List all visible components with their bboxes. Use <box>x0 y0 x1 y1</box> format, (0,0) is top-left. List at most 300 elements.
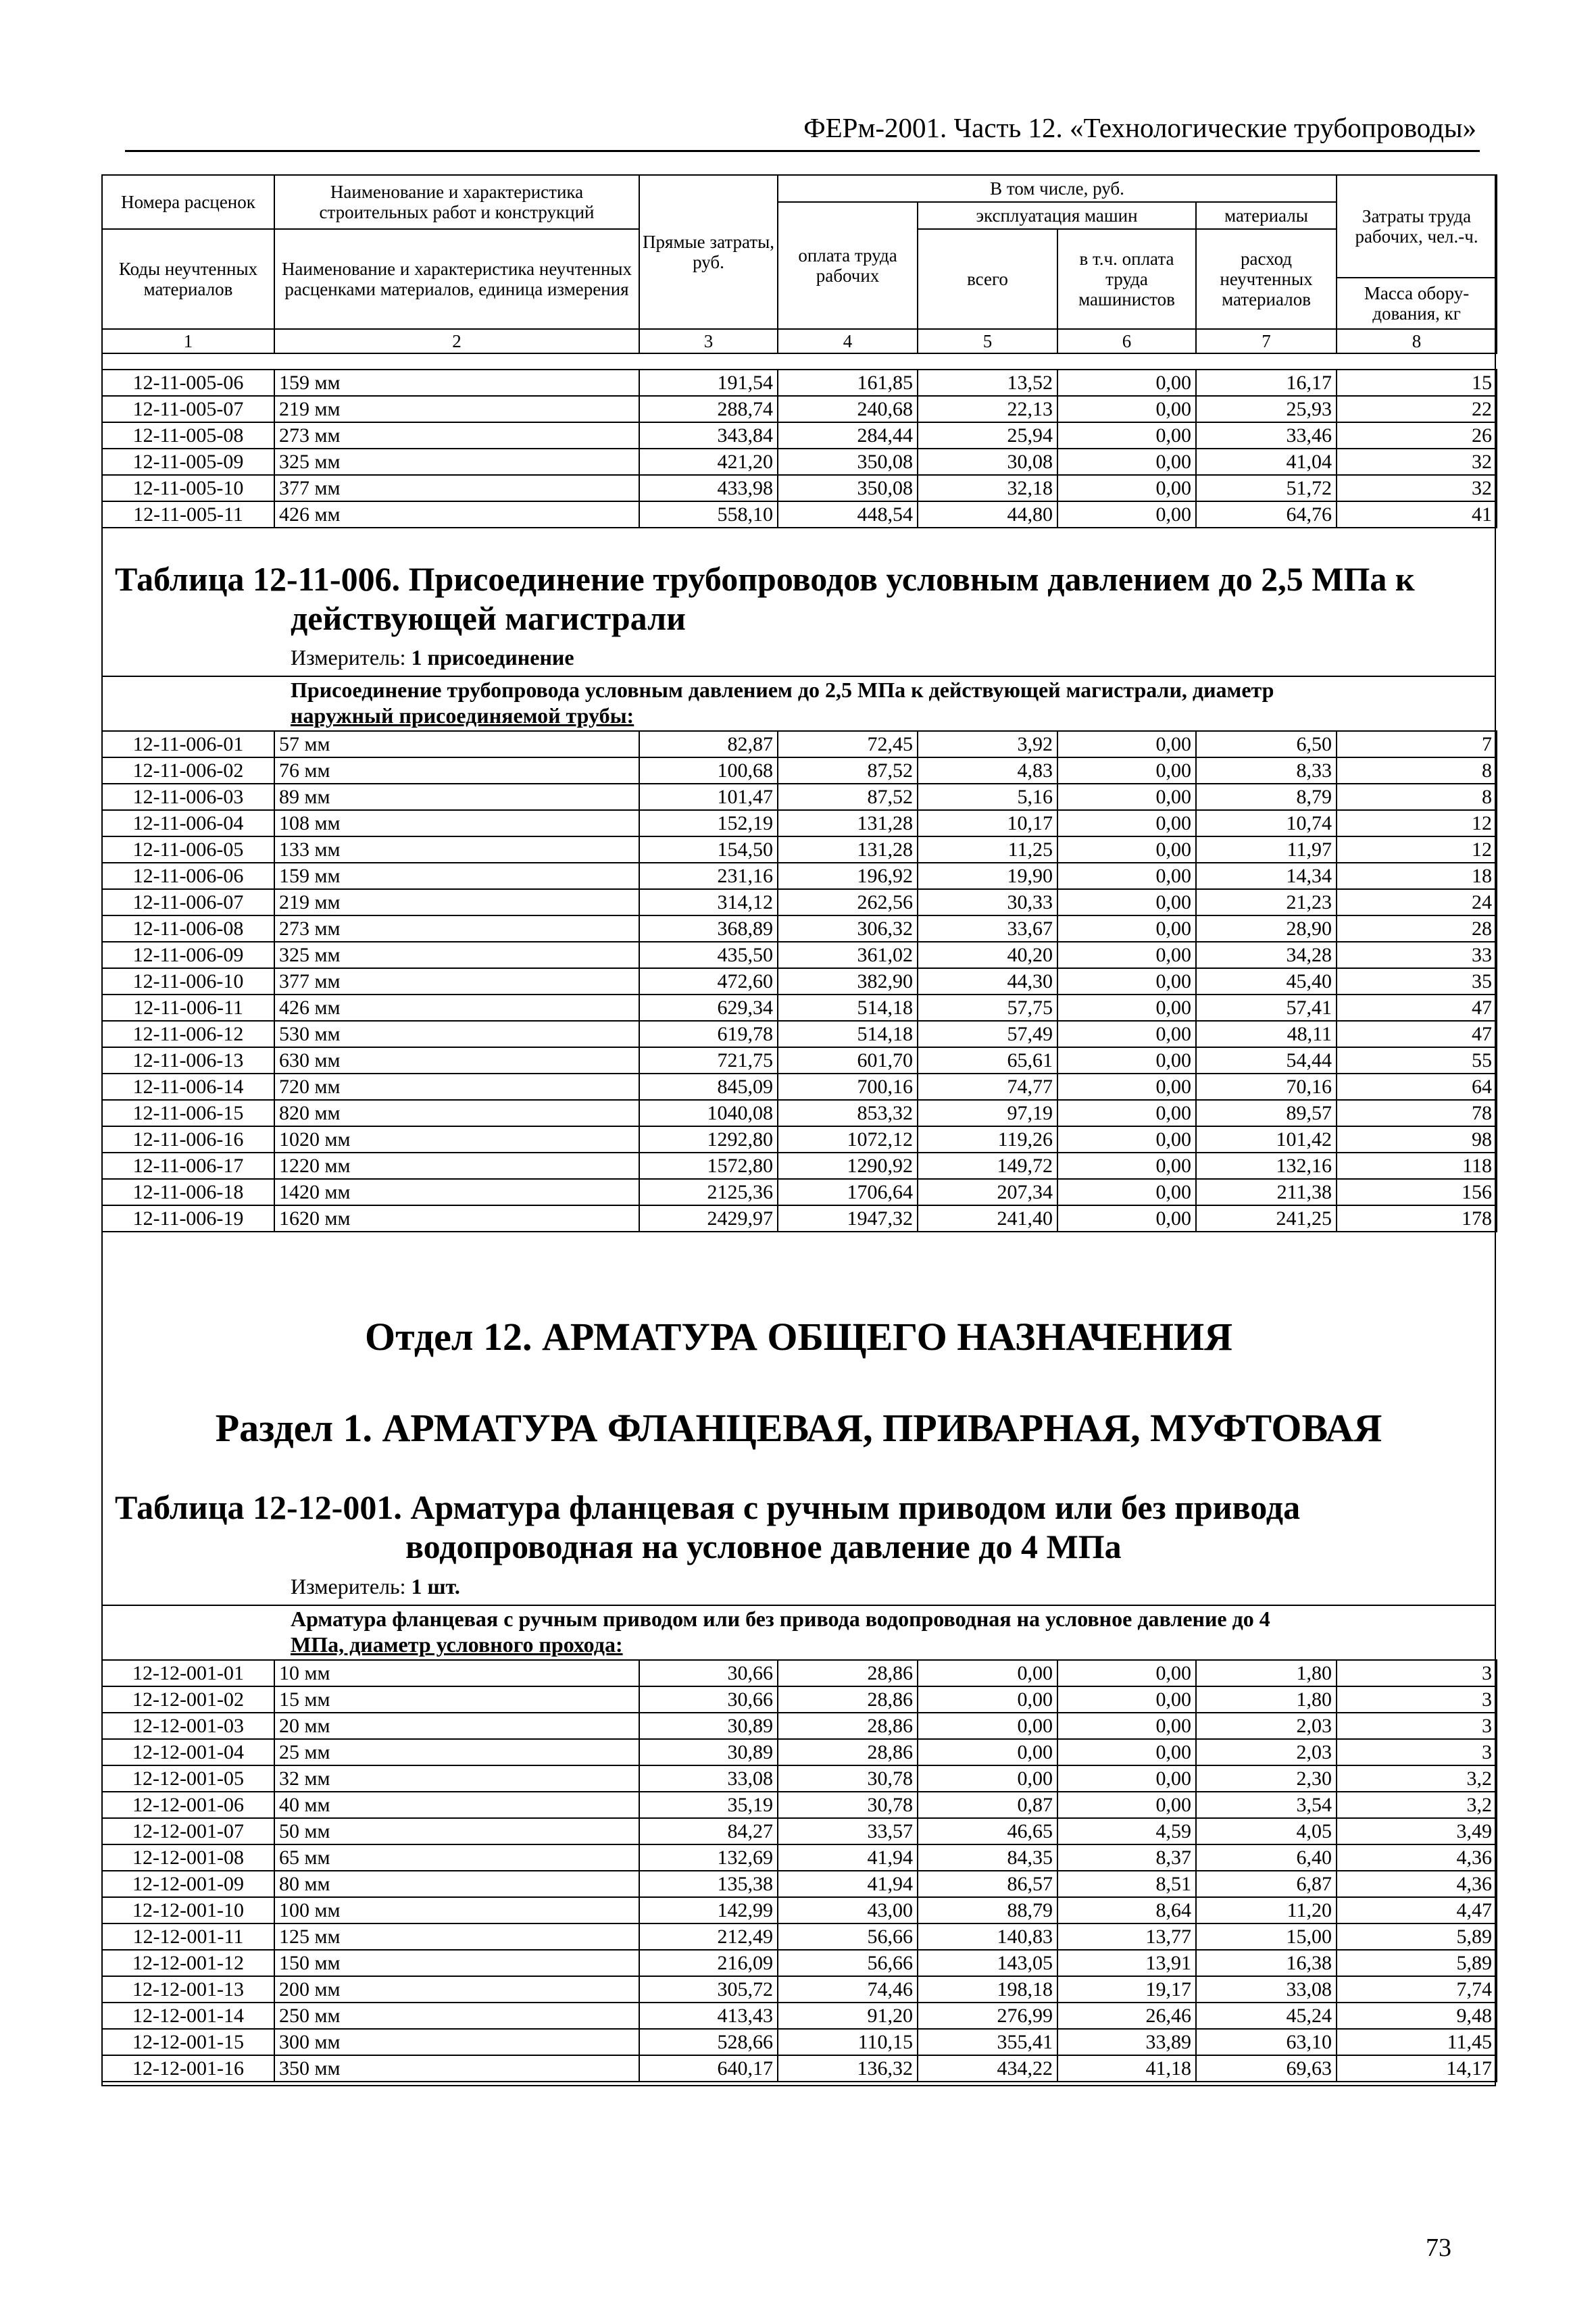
meter-label: Измеритель: <box>291 645 406 670</box>
value-cell: 26 <box>1337 422 1497 449</box>
value-cell: 231,16 <box>639 863 778 889</box>
value-cell: 448,54 <box>778 501 918 528</box>
value-cell: 629,34 <box>639 995 778 1021</box>
value-cell: 15,00 <box>1196 1923 1337 1950</box>
rate-code-cell: 12-12-001-05 <box>102 1765 274 1792</box>
value-cell: 4,83 <box>918 757 1057 784</box>
section-title: Отдел 12. АРМАТУРА ОБЩЕГО НАЗНАЧЕНИЯ <box>365 1315 1232 1359</box>
col-num: 4 <box>778 329 918 353</box>
table-row <box>102 810 1497 836</box>
col-num: 8 <box>1337 329 1497 353</box>
rate-code-cell: 12-12-001-08 <box>102 1844 274 1871</box>
value-cell: 3 <box>1337 1713 1497 1739</box>
value-cell: 33,08 <box>1196 1976 1337 2003</box>
col-num: 7 <box>1196 329 1337 353</box>
value-cell: 28,86 <box>778 1713 918 1739</box>
table-row <box>102 942 1497 968</box>
value-cell: 28,86 <box>778 1739 918 1765</box>
table2-subhead-line1: Присоединение трубопровода условным давлением до 2,5 МПа к действующей магистрали, диаметр <box>291 678 1274 702</box>
value-cell: 0,00 <box>1057 1205 1196 1232</box>
col-num: 1 <box>102 329 274 353</box>
value-cell: 3 <box>1337 1686 1497 1713</box>
value-cell: 0,00 <box>1057 1660 1196 1686</box>
table-row <box>102 370 1497 396</box>
value-cell: 2,03 <box>1196 1739 1337 1765</box>
table-row <box>102 863 1497 889</box>
value-cell: 241,25 <box>1196 1205 1337 1232</box>
value-cell: 132,69 <box>639 1844 778 1871</box>
table-row <box>102 1976 1497 2003</box>
rate-code-cell: 12-11-006-07 <box>102 889 274 915</box>
value-cell: 5,16 <box>918 784 1057 810</box>
table-row <box>102 475 1497 501</box>
value-cell: 2429,97 <box>639 1205 778 1232</box>
diameter-cell: 65 мм <box>274 1844 639 1871</box>
diameter-cell: 273 мм <box>274 422 639 449</box>
rate-code-cell: 12-11-006-08 <box>102 915 274 942</box>
diameter-cell: 150 мм <box>274 1950 639 1976</box>
value-cell: 5,89 <box>1337 1950 1497 1976</box>
value-cell: 640,17 <box>639 2055 778 2082</box>
value-cell: 4,05 <box>1196 1818 1337 1844</box>
rate-code-cell: 12-12-001-14 <box>102 2003 274 2029</box>
diameter-cell: 377 мм <box>274 968 639 995</box>
header-codes-bottom: Коды неучтенных материалов <box>102 229 274 329</box>
value-cell: 12 <box>1337 810 1497 836</box>
diameter-cell: 300 мм <box>274 2029 639 2055</box>
value-cell: 191,54 <box>639 370 778 396</box>
value-cell: 0,00 <box>1057 968 1196 995</box>
value-cell: 55 <box>1337 1047 1497 1074</box>
table-row <box>102 968 1497 995</box>
value-cell: 30,66 <box>639 1660 778 1686</box>
value-cell: 528,66 <box>639 2029 778 2055</box>
table-12-11-005-rows <box>101 369 1497 528</box>
value-cell: 97,19 <box>918 1100 1057 1126</box>
value-cell: 45,24 <box>1196 2003 1337 2029</box>
diameter-cell: 133 мм <box>274 836 639 863</box>
rate-code-cell: 12-12-001-02 <box>102 1686 274 1713</box>
diameter-cell: 630 мм <box>274 1047 639 1074</box>
diameter-cell: 1620 мм <box>274 1205 639 1232</box>
header-name-bottom: Наименование и характеристика неучтенных расценками материалов, единица измерения <box>274 229 639 329</box>
rate-code-cell: 12-11-006-14 <box>102 1074 274 1100</box>
value-cell: 156 <box>1337 1179 1497 1205</box>
value-cell: 2,03 <box>1196 1713 1337 1739</box>
value-cell: 15 <box>1337 370 1497 396</box>
col-num: 2 <box>274 329 639 353</box>
table-row <box>102 1126 1497 1153</box>
header-rule <box>125 150 1480 152</box>
diameter-cell: 57 мм <box>274 731 639 757</box>
table-row <box>102 1871 1497 1897</box>
value-cell: 101,47 <box>639 784 778 810</box>
value-cell: 284,44 <box>778 422 918 449</box>
value-cell: 601,70 <box>778 1047 918 1074</box>
value-cell: 131,28 <box>778 836 918 863</box>
value-cell: 1947,32 <box>778 1205 918 1232</box>
subsection-title: Раздел 1. АРМАТУРА ФЛАНЦЕВАЯ, ПРИВАРНАЯ, МУФТОВАЯ <box>215 1406 1382 1450</box>
table-row <box>102 396 1497 422</box>
value-cell: 30,89 <box>639 1739 778 1765</box>
header-name-top: Наименование и характеристика строительных работ и конструкций <box>274 175 639 229</box>
table-row <box>102 1844 1497 1871</box>
value-cell: 0,87 <box>918 1792 1057 1818</box>
diameter-cell: 80 мм <box>274 1871 639 1897</box>
value-cell: 13,52 <box>918 370 1057 396</box>
rate-code-cell: 12-11-005-08 <box>102 422 274 449</box>
diameter-cell: 89 мм <box>274 784 639 810</box>
diameter-cell: 15 мм <box>274 1686 639 1713</box>
value-cell: 13,91 <box>1057 1950 1196 1976</box>
value-cell: 0,00 <box>1057 475 1196 501</box>
value-cell: 72,45 <box>778 731 918 757</box>
table-row <box>102 2055 1497 2082</box>
meter-value: 1 присоединение <box>411 645 574 670</box>
table-row <box>102 1686 1497 1713</box>
value-cell: 1,80 <box>1196 1686 1337 1713</box>
value-cell: 87,52 <box>778 784 918 810</box>
value-cell: 57,41 <box>1196 995 1337 1021</box>
value-cell: 110,15 <box>778 2029 918 2055</box>
rate-code-cell: 12-11-006-06 <box>102 863 274 889</box>
value-cell: 0,00 <box>1057 1074 1196 1100</box>
value-cell: 1072,12 <box>778 1126 918 1153</box>
table-row <box>102 731 1497 757</box>
value-cell: 4,47 <box>1337 1897 1497 1923</box>
value-cell: 433,98 <box>639 475 778 501</box>
value-cell: 178 <box>1337 1205 1497 1232</box>
value-cell: 26,46 <box>1057 2003 1196 2029</box>
value-cell: 30,78 <box>778 1765 918 1792</box>
value-cell: 8,37 <box>1057 1844 1196 1871</box>
rate-code-cell: 12-12-001-10 <box>102 1897 274 1923</box>
meter-value: 1 шт. <box>411 1574 460 1599</box>
value-cell: 0,00 <box>1057 501 1196 528</box>
diameter-cell: 219 мм <box>274 396 639 422</box>
table2-subhead-line2: наружный присоединяемой трубы: <box>291 703 634 728</box>
rate-code-cell: 12-11-006-09 <box>102 942 274 968</box>
value-cell: 44,80 <box>918 501 1057 528</box>
value-cell: 8 <box>1337 757 1497 784</box>
value-cell: 1706,64 <box>778 1179 918 1205</box>
diameter-cell: 159 мм <box>274 370 639 396</box>
value-cell: 33,46 <box>1196 422 1337 449</box>
table-12-12-001-rows <box>101 1659 1497 2082</box>
rate-code-cell: 12-11-006-19 <box>102 1205 274 1232</box>
rate-code-cell: 12-12-001-03 <box>102 1713 274 1739</box>
value-cell: 35 <box>1337 968 1497 995</box>
value-cell: 1,80 <box>1196 1660 1337 1686</box>
value-cell: 434,22 <box>918 2055 1057 2082</box>
value-cell: 1292,80 <box>639 1126 778 1153</box>
rate-code-cell: 12-12-001-11 <box>102 1923 274 1950</box>
value-cell: 3,92 <box>918 731 1057 757</box>
col-num: 3 <box>639 329 778 353</box>
value-cell: 140,83 <box>918 1923 1057 1950</box>
value-cell: 435,50 <box>639 942 778 968</box>
value-cell: 0,00 <box>1057 1100 1196 1126</box>
table-row <box>102 757 1497 784</box>
table-row <box>102 1100 1497 1126</box>
value-cell: 0,00 <box>1057 942 1196 968</box>
value-cell: 314,12 <box>639 889 778 915</box>
value-cell: 4,36 <box>1337 1844 1497 1871</box>
rate-code-cell: 12-11-006-03 <box>102 784 274 810</box>
diameter-cell: 377 мм <box>274 475 639 501</box>
rate-code-cell: 12-11-006-12 <box>102 1021 274 1047</box>
value-cell: 198,18 <box>918 1976 1057 2003</box>
value-cell: 0,00 <box>918 1713 1057 1739</box>
diameter-cell: 530 мм <box>274 1021 639 1047</box>
rate-code-cell: 12-11-006-18 <box>102 1179 274 1205</box>
table3-title-line2: водопроводная на условное давление до 4 МПа <box>405 1528 1122 1565</box>
value-cell: 69,63 <box>1196 2055 1337 2082</box>
value-cell: 30,33 <box>918 889 1057 915</box>
value-cell: 30,78 <box>778 1792 918 1818</box>
value-cell: 142,99 <box>639 1897 778 1923</box>
header-codes-top: Номера расценок <box>102 175 274 229</box>
value-cell: 74,77 <box>918 1074 1057 1100</box>
value-cell: 44,30 <box>918 968 1057 995</box>
value-cell: 88,79 <box>918 1897 1057 1923</box>
value-cell: 0,00 <box>918 1765 1057 1792</box>
value-cell: 421,20 <box>639 449 778 475</box>
value-cell: 56,66 <box>778 1923 918 1950</box>
table2-meter <box>291 645 574 670</box>
value-cell: 28,90 <box>1196 915 1337 942</box>
value-cell: 196,92 <box>778 863 918 889</box>
rate-code-cell: 12-11-006-13 <box>102 1047 274 1074</box>
rate-code-cell: 12-11-006-04 <box>102 810 274 836</box>
value-cell: 0,00 <box>1057 1765 1196 1792</box>
value-cell: 22,13 <box>918 396 1057 422</box>
table-row <box>102 1818 1497 1844</box>
value-cell: 8,33 <box>1196 757 1337 784</box>
table-row <box>102 836 1497 863</box>
header-direct-costs: Прямые затраты, руб. <box>639 175 778 329</box>
page-number: 73 <box>1426 2234 1451 2262</box>
rate-code-cell: 12-12-001-13 <box>102 1976 274 2003</box>
value-cell: 0,00 <box>1057 731 1196 757</box>
value-cell: 33 <box>1337 942 1497 968</box>
value-cell: 276,99 <box>918 2003 1057 2029</box>
value-cell: 1040,08 <box>639 1100 778 1126</box>
value-cell: 118 <box>1337 1153 1497 1179</box>
table-row <box>102 889 1497 915</box>
diameter-cell: 219 мм <box>274 889 639 915</box>
value-cell: 343,84 <box>639 422 778 449</box>
table-12-11-006-rows <box>101 730 1497 1232</box>
value-cell: 74,46 <box>778 1976 918 2003</box>
value-cell: 16,17 <box>1196 370 1337 396</box>
value-cell: 65,61 <box>918 1047 1057 1074</box>
table-row <box>102 1047 1497 1074</box>
value-cell: 2125,36 <box>639 1179 778 1205</box>
diameter-cell: 273 мм <box>274 915 639 942</box>
value-cell: 101,42 <box>1196 1126 1337 1153</box>
value-cell: 355,41 <box>918 2029 1057 2055</box>
value-cell: 3 <box>1337 1739 1497 1765</box>
value-cell: 0,00 <box>1057 1047 1196 1074</box>
value-cell: 241,40 <box>918 1205 1057 1232</box>
value-cell: 9,48 <box>1337 2003 1497 2029</box>
value-cell: 40,20 <box>918 942 1057 968</box>
table-row <box>102 1792 1497 1818</box>
value-cell: 11,20 <box>1196 1897 1337 1923</box>
value-cell: 78 <box>1337 1100 1497 1126</box>
value-cell: 8,51 <box>1057 1871 1196 1897</box>
value-cell: 845,09 <box>639 1074 778 1100</box>
value-cell: 28,86 <box>778 1660 918 1686</box>
value-cell: 0,00 <box>1057 1713 1196 1739</box>
table-row <box>102 1713 1497 1739</box>
value-cell: 7 <box>1337 731 1497 757</box>
rate-code-cell: 12-12-001-09 <box>102 1871 274 1897</box>
value-cell: 87,52 <box>778 757 918 784</box>
diameter-cell: 350 мм <box>274 2055 639 2082</box>
value-cell: 11,45 <box>1337 2029 1497 2055</box>
diameter-cell: 32 мм <box>274 1765 639 1792</box>
value-cell: 51,72 <box>1196 475 1337 501</box>
rate-code-cell: 12-12-001-07 <box>102 1818 274 1844</box>
rate-code-cell: 12-12-001-04 <box>102 1739 274 1765</box>
diameter-cell: 108 мм <box>274 810 639 836</box>
value-cell: 6,50 <box>1196 731 1337 757</box>
value-cell: 4,36 <box>1337 1871 1497 1897</box>
value-cell: 0,00 <box>1057 370 1196 396</box>
diameter-cell: 50 мм <box>274 1818 639 1844</box>
value-cell: 0,00 <box>1057 915 1196 942</box>
diameter-cell: 426 мм <box>274 501 639 528</box>
value-cell: 11,25 <box>918 836 1057 863</box>
value-cell: 306,32 <box>778 915 918 942</box>
value-cell: 619,78 <box>639 1021 778 1047</box>
value-cell: 211,38 <box>1196 1179 1337 1205</box>
rate-code-cell: 12-11-005-11 <box>102 501 274 528</box>
value-cell: 143,05 <box>918 1950 1057 1976</box>
value-cell: 0,00 <box>1057 995 1196 1021</box>
table-row <box>102 2003 1497 2029</box>
header-materials: материалы <box>1196 202 1337 229</box>
value-cell: 33,57 <box>778 1818 918 1844</box>
value-cell: 30,89 <box>639 1713 778 1739</box>
value-cell: 18 <box>1337 863 1497 889</box>
value-cell: 33,67 <box>918 915 1057 942</box>
value-cell: 22 <box>1337 396 1497 422</box>
table-row <box>102 422 1497 449</box>
value-cell: 0,00 <box>1057 836 1196 863</box>
value-cell: 8 <box>1337 784 1497 810</box>
value-cell: 21,23 <box>1196 889 1337 915</box>
header-wages: оплата труда рабочих <box>778 202 918 329</box>
table-row <box>102 1179 1497 1205</box>
diameter-cell: 40 мм <box>274 1792 639 1818</box>
value-cell: 288,74 <box>639 396 778 422</box>
value-cell: 853,32 <box>778 1100 918 1126</box>
rate-code-cell: 12-11-006-05 <box>102 836 274 863</box>
table-row <box>102 1923 1497 1950</box>
diameter-cell: 1420 мм <box>274 1179 639 1205</box>
table-row <box>102 995 1497 1021</box>
diameter-cell: 200 мм <box>274 1976 639 2003</box>
table3-meter <box>291 1574 460 1599</box>
value-cell: 47 <box>1337 1021 1497 1047</box>
value-cell: 0,00 <box>918 1686 1057 1713</box>
table-row <box>102 2029 1497 2055</box>
value-cell: 305,72 <box>639 1976 778 2003</box>
value-cell: 56,66 <box>778 1950 918 1976</box>
col-num: 6 <box>1057 329 1196 353</box>
diameter-cell: 1220 мм <box>274 1153 639 1179</box>
value-cell: 131,28 <box>778 810 918 836</box>
value-cell: 100,68 <box>639 757 778 784</box>
value-cell: 3 <box>1337 1660 1497 1686</box>
value-cell: 350,08 <box>778 475 918 501</box>
rate-code-cell: 12-12-001-06 <box>102 1792 274 1818</box>
rate-code-cell: 12-11-006-17 <box>102 1153 274 1179</box>
value-cell: 1572,80 <box>639 1153 778 1179</box>
header-column-numbers <box>102 329 1497 353</box>
value-cell: 13,77 <box>1057 1923 1196 1950</box>
table-row <box>102 1205 1497 1232</box>
value-cell: 0,00 <box>1057 1153 1196 1179</box>
value-cell: 8,64 <box>1057 1897 1196 1923</box>
header-machines: эксплуатация машин <box>918 202 1196 229</box>
running-header: ФЕРм-2001. Часть 12. «Технологические трубопроводы» <box>803 112 1476 143</box>
rate-code-cell: 12-11-005-06 <box>102 370 274 396</box>
table2-title-line1: Таблица 12-11-006. Присоединение трубопроводов условным давлением до 2,5 МПа к <box>115 560 1415 598</box>
value-cell: 0,00 <box>1057 1179 1196 1205</box>
table-row <box>102 1897 1497 1923</box>
value-cell: 0,00 <box>1057 810 1196 836</box>
diameter-cell: 820 мм <box>274 1100 639 1126</box>
value-cell: 32 <box>1337 475 1497 501</box>
value-cell: 721,75 <box>639 1047 778 1074</box>
value-cell: 0,00 <box>1057 757 1196 784</box>
value-cell: 30,66 <box>639 1686 778 1713</box>
value-cell: 5,89 <box>1337 1923 1497 1950</box>
value-cell: 119,26 <box>918 1126 1057 1153</box>
value-cell: 0,00 <box>1057 784 1196 810</box>
diameter-cell: 125 мм <box>274 1923 639 1950</box>
value-cell: 212,49 <box>639 1923 778 1950</box>
value-cell: 558,10 <box>639 501 778 528</box>
value-cell: 0,00 <box>1057 1792 1196 1818</box>
value-cell: 33,08 <box>639 1765 778 1792</box>
value-cell: 32 <box>1337 449 1497 475</box>
table-row <box>102 1660 1497 1686</box>
rate-code-cell: 12-12-001-15 <box>102 2029 274 2055</box>
value-cell: 98 <box>1337 1126 1497 1153</box>
table-row <box>102 449 1497 475</box>
diameter-cell: 250 мм <box>274 2003 639 2029</box>
diameter-cell: 720 мм <box>274 1074 639 1100</box>
value-cell: 132,16 <box>1196 1153 1337 1179</box>
rate-code-cell: 12-11-006-15 <box>102 1100 274 1126</box>
value-cell: 152,19 <box>639 810 778 836</box>
value-cell: 57,49 <box>918 1021 1057 1047</box>
value-cell: 48,11 <box>1196 1021 1337 1047</box>
header-mass: Масса обору-дования, кг <box>1337 278 1497 329</box>
diameter-cell: 325 мм <box>274 449 639 475</box>
rate-code-cell: 12-11-006-16 <box>102 1126 274 1153</box>
value-cell: 19,90 <box>918 863 1057 889</box>
value-cell: 33,89 <box>1057 2029 1196 2055</box>
value-cell: 24 <box>1337 889 1497 915</box>
diameter-cell: 10 мм <box>274 1660 639 1686</box>
value-cell: 84,35 <box>918 1844 1057 1871</box>
